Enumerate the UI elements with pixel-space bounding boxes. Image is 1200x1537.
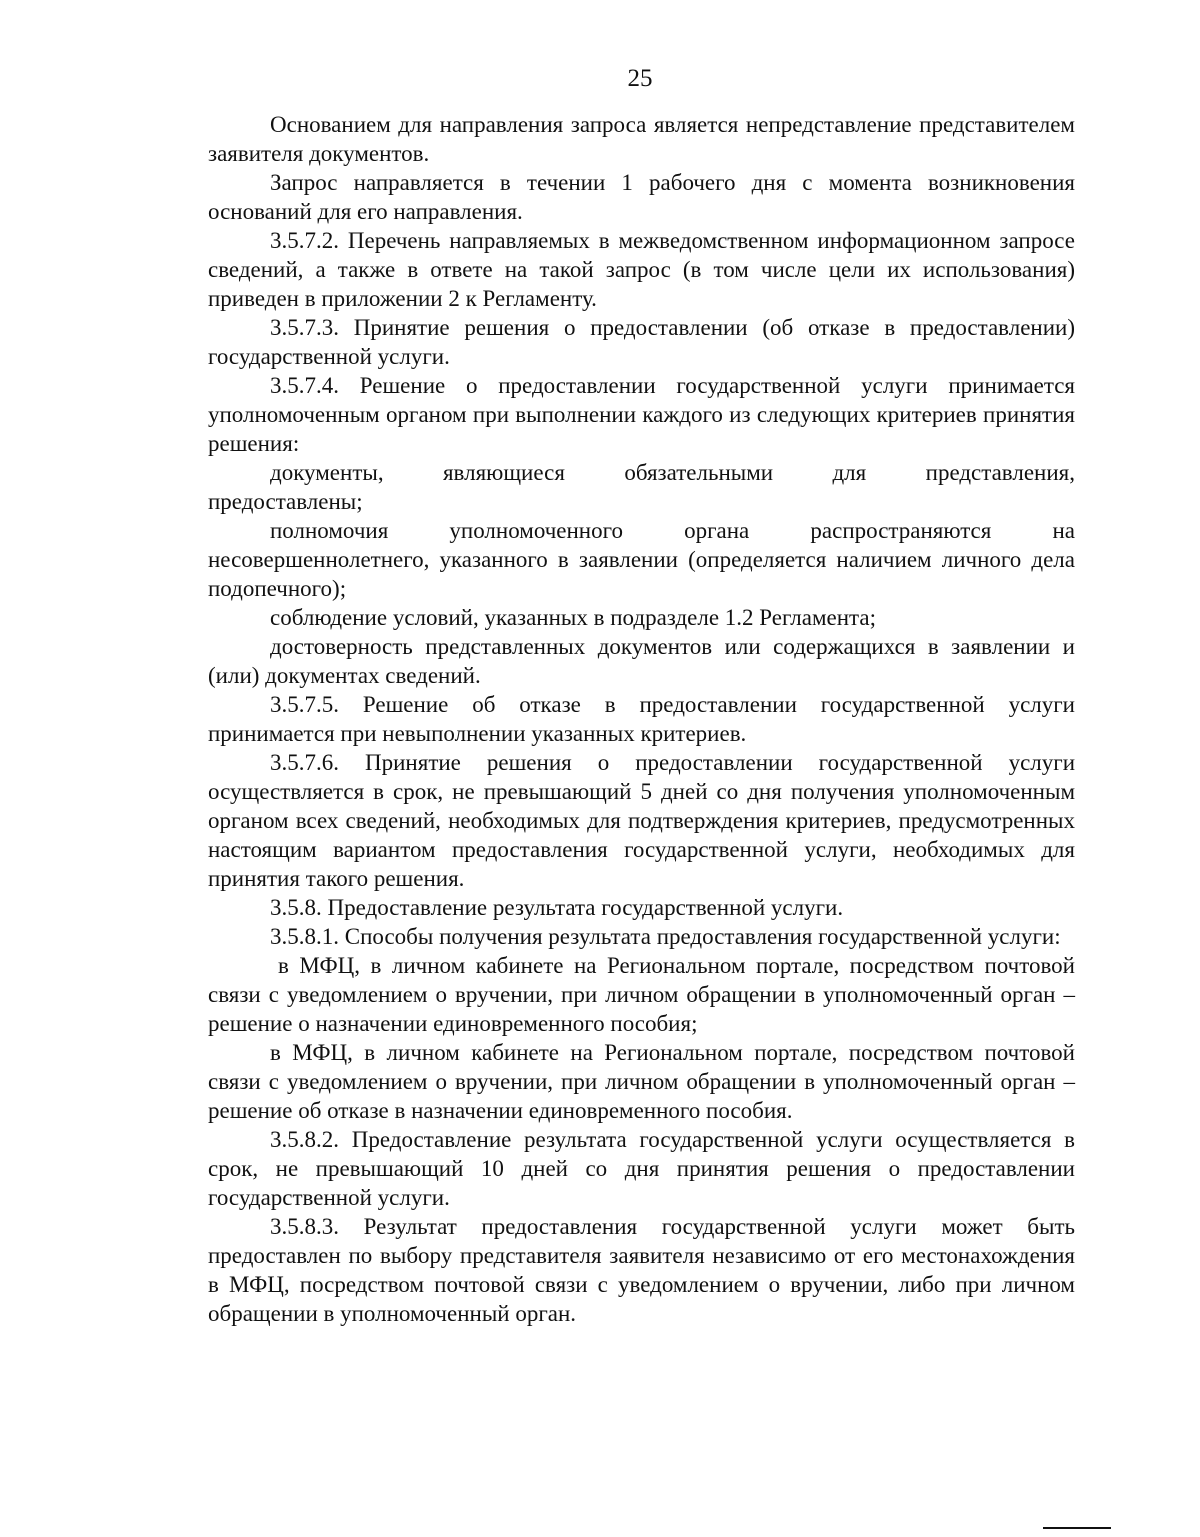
paragraph-3-5-7-6: 3.5.7.6. Принятие решения о предоставлении государственной услуги осуществляется в срок, не превышающий 5 дней со дня получения уполномоченным органом всех сведений, необходимых для подтверждения критериев, предусмотренных настоящим вариантом предоставления государственной услуги, необходимых для принятия такого решения. <box>208 750 1075 891</box>
paragraph-3-5-8: 3.5.8. Предоставление результата государственной услуги. <box>270 895 844 920</box>
result-method-approval: в МФЦ, в личном кабинете на Региональном портале, посредством почтовой связи с уведомлением о вручении, при личном обращении в уполномоченный орган – решение о назначении единовременного пособия; <box>208 953 1075 1036</box>
page-corner-line <box>1043 1527 1111 1529</box>
criterion-conditions: соблюдение условий, указанных в подразделе 1.2 Регламента; <box>270 605 876 630</box>
criterion-authority: полномочия уполномоченного органа распространяются на несовершеннолетнего, указанного в заявлении (определяется наличием личного дела подопечного); <box>208 518 1075 601</box>
paragraph-3-5-8-3: 3.5.8.3. Результат предоставления государственной услуги может быть предоставлен по выбору представителя заявителя независимо от его местонахождения в МФЦ, посредством почтовой связи с уведомлением о вручении, либо при личном обращении в уполномоченный орган. <box>208 1214 1075 1326</box>
page-number: 25 <box>627 65 653 92</box>
criterion-documents-line: документы, являющиеся обязательными для представления, <box>270 460 1075 485</box>
result-method-refusal: в МФЦ, в личном кабинете на Региональном портале, посредством почтовой связи с уведомлением о вручении, при личном обращении в уполномоченный орган – решение об отказе в назначении единовременного пособия. <box>208 1040 1075 1123</box>
criterion-documents-continuation: предоставлены; <box>208 489 363 514</box>
paragraph-3-5-7-4: 3.5.7.4. Решение о предоставлении государственной услуги принимается уполномоченным органом при выполнении каждого из следующих критериев принятия решения: <box>208 373 1075 456</box>
paragraph-3-5-7-2: 3.5.7.2. Перечень направляемых в межведомственном информационном запросе сведений, а также в ответе на такой запрос (в том числе цели их использования) приведен в приложении 2 к Регламенту. <box>208 228 1075 311</box>
paragraph-3-5-7-5: 3.5.7.5. Решение об отказе в предоставлении государственной услуги принимается при невыполнении указанных критериев. <box>208 692 1075 746</box>
document-body <box>208 110 1075 1328</box>
criterion-reliability: достоверность представленных документов или содержащихся в заявлении и (или) документах сведений. <box>208 634 1075 688</box>
paragraph-3-5-8-1: 3.5.8.1. Способы получения результата предоставления государственной услуги: <box>270 924 1061 949</box>
paragraph-3-5-7-3: 3.5.7.3. Принятие решения о предоставлении (об отказе в предоставлении) государственной услуги. <box>208 315 1075 369</box>
paragraph-request-timing: Запрос направляется в течении 1 рабочего дня с момента возникновения оснований для его направления. <box>208 170 1075 224</box>
paragraph-3-5-8-2: 3.5.8.2. Предоставление результата государственной услуги осуществляется в срок, не превышающий 10 дней со дня принятия решения о предоставлении государственной услуги. <box>208 1127 1075 1210</box>
paragraph-request-basis: Основанием для направления запроса является непредставление представителем заявителя документов. <box>208 112 1075 166</box>
